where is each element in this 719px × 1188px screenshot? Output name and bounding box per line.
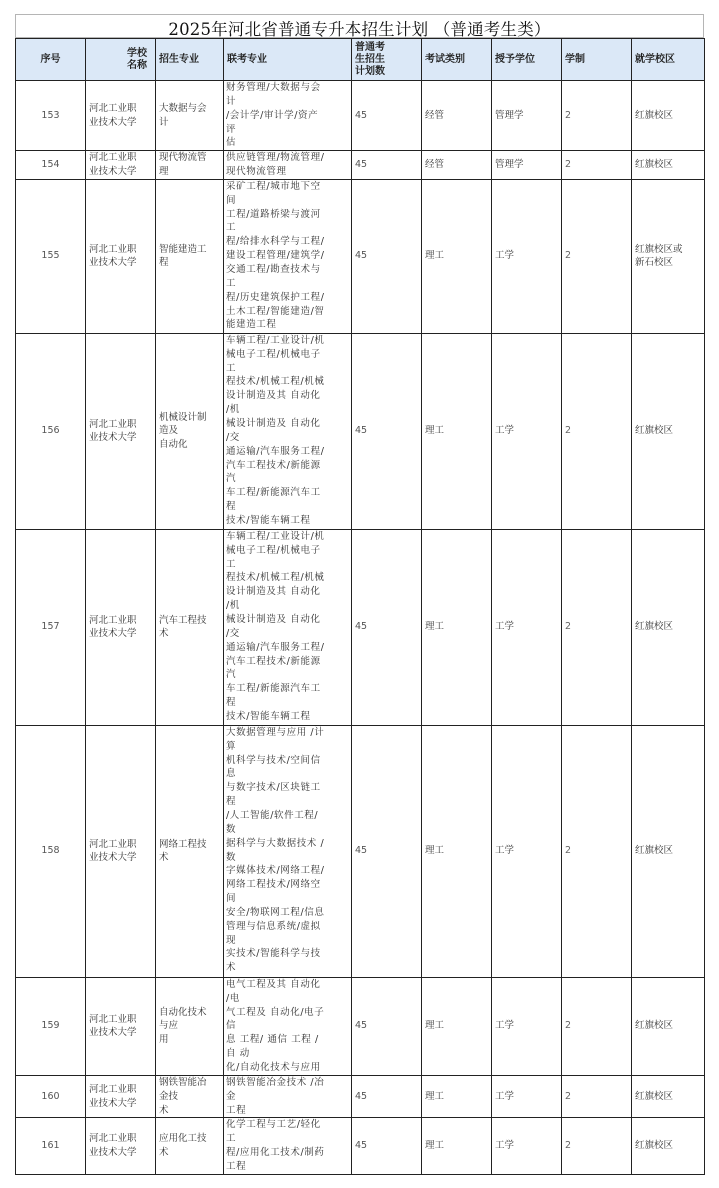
enroll-major: 钢铁智能冶 金技 术 xyxy=(156,1075,224,1118)
exam-category: 理工 xyxy=(422,1118,492,1174)
exam-majors: 电气工程及其 自动化 /电 气工程及 自动化/电子 信 息 工程/ 通信 工程 / 自 动 化/自动化技术与应用 xyxy=(224,977,352,1075)
enroll-major: 汽车工程技 术 xyxy=(156,529,224,725)
row-number: 157 xyxy=(16,529,86,725)
school-name: 河北工业职 业技术大学 xyxy=(86,151,156,180)
campus: 红旗校区 xyxy=(632,81,705,151)
campus: 红旗校区或 新石校区 xyxy=(632,179,705,333)
exam-category: 理工 xyxy=(422,333,492,529)
row-number: 160 xyxy=(16,1075,86,1118)
plan-count: 45 xyxy=(352,333,422,529)
row-number: 154 xyxy=(16,151,86,180)
plan-count: 45 xyxy=(352,725,422,977)
header-exam-category: 考试类别 xyxy=(422,39,492,81)
enroll-major: 自动化技术 与应 用 xyxy=(156,977,224,1075)
degree: 管理学 xyxy=(492,151,562,180)
school-name: 河北工业职 业技术大学 xyxy=(86,179,156,333)
exam-category: 理工 xyxy=(422,529,492,725)
plan-count: 45 xyxy=(352,977,422,1075)
degree: 工学 xyxy=(492,725,562,977)
exam-majors: 车辆工程/工业设计/机 械电子工程/机械电子 工 程技术/机械工程/机械 设计制造及其 自动化 /机 械设计制造及 自动化 /交 通运输/汽车服务工程/ 汽车工程技术/新能源 汽 车工程/新能源汽车工 程 技术/智能车辆工程 xyxy=(224,529,352,725)
exam-category: 理工 xyxy=(422,725,492,977)
school-name: 河北工业职 业技术大学 xyxy=(86,1118,156,1174)
table-row xyxy=(16,1118,705,1174)
enroll-major: 网络工程技 术 xyxy=(156,725,224,977)
exam-majors: 化学工程与工艺/轻化 工 程/应用化工技术/制药 工程 xyxy=(224,1118,352,1174)
school-name: 河北工业职 业技术大学 xyxy=(86,725,156,977)
degree: 工学 xyxy=(492,1118,562,1174)
plan-count: 45 xyxy=(352,1118,422,1174)
study-years: 2 xyxy=(562,81,632,151)
study-years: 2 xyxy=(562,977,632,1075)
row-number: 155 xyxy=(16,179,86,333)
exam-majors: 采矿工程/城市地下空 间 工程/道路桥梁与渡河 工 程/给排水科学与工程/ 建设工程管理/建筑学/ 交通工程/勘查技术与 工 程/历史建筑保护工程/ 土木工程/智能建造/智 能建造工程 xyxy=(224,179,352,333)
row-number: 153 xyxy=(16,81,86,151)
table-row xyxy=(16,179,705,333)
table-header-row xyxy=(16,39,705,81)
degree: 工学 xyxy=(492,977,562,1075)
exam-majors: 财务管理/大数据与会 计 /会计学/审计学/资产 评 估 xyxy=(224,81,352,151)
plan-count: 45 xyxy=(352,1075,422,1118)
degree: 工学 xyxy=(492,333,562,529)
degree: 工学 xyxy=(492,529,562,725)
study-years: 2 xyxy=(562,151,632,180)
degree: 工学 xyxy=(492,1075,562,1118)
school-name: 河北工业职 业技术大学 xyxy=(86,1075,156,1118)
enrollment-table xyxy=(15,38,705,1175)
exam-category: 经管 xyxy=(422,151,492,180)
campus: 红旗校区 xyxy=(632,1118,705,1174)
title-bar xyxy=(15,14,704,38)
exam-majors: 供应链管理/物流管理/ 现代物流管理 xyxy=(224,151,352,180)
campus: 红旗校区 xyxy=(632,725,705,977)
row-number: 161 xyxy=(16,1118,86,1174)
header-campus: 就学校区 xyxy=(632,39,705,81)
page-title: 2025年河北省普通专升本招生计划 （普通考生类） xyxy=(168,20,551,39)
row-number: 156 xyxy=(16,333,86,529)
school-name: 河北工业职 业技术大学 xyxy=(86,529,156,725)
plan-count: 45 xyxy=(352,179,422,333)
table-row xyxy=(16,81,705,151)
table-row xyxy=(16,977,705,1075)
header-years: 学制 xyxy=(562,39,632,81)
school-name: 河北工业职 业技术大学 xyxy=(86,333,156,529)
table-row xyxy=(16,333,705,529)
study-years: 2 xyxy=(562,529,632,725)
exam-category: 理工 xyxy=(422,1075,492,1118)
header-plan-count: 普通考 生招生 计划数 xyxy=(352,39,422,81)
campus: 红旗校区 xyxy=(632,529,705,725)
exam-category: 理工 xyxy=(422,977,492,1075)
table-row xyxy=(16,1075,705,1118)
table-row xyxy=(16,725,705,977)
study-years: 2 xyxy=(562,1118,632,1174)
campus: 红旗校区 xyxy=(632,1075,705,1118)
header-no: 序号 xyxy=(16,39,86,81)
row-number: 159 xyxy=(16,977,86,1075)
row-number: 158 xyxy=(16,725,86,977)
header-degree: 授予学位 xyxy=(492,39,562,81)
table-row xyxy=(16,529,705,725)
study-years: 2 xyxy=(562,725,632,977)
enroll-major: 大数据与会 计 xyxy=(156,81,224,151)
degree: 管理学 xyxy=(492,81,562,151)
degree: 工学 xyxy=(492,179,562,333)
campus: 红旗校区 xyxy=(632,977,705,1075)
enroll-major: 机械设计制 造及 自动化 xyxy=(156,333,224,529)
school-name: 河北工业职 业技术大学 xyxy=(86,81,156,151)
table-row xyxy=(16,151,705,180)
header-major: 招生专业 xyxy=(156,39,224,81)
plan-count: 45 xyxy=(352,81,422,151)
school-name: 河北工业职 业技术大学 xyxy=(86,977,156,1075)
exam-category: 经管 xyxy=(422,81,492,151)
study-years: 2 xyxy=(562,179,632,333)
plan-count: 45 xyxy=(352,151,422,180)
campus: 红旗校区 xyxy=(632,333,705,529)
enroll-major: 现代物流管 理 xyxy=(156,151,224,180)
study-years: 2 xyxy=(562,333,632,529)
exam-majors: 车辆工程/工业设计/机 械电子工程/机械电子 工 程技术/机械工程/机械 设计制造及其 自动化 /机 械设计制造及 自动化 /交 通运输/汽车服务工程/ 汽车工程技术/新能源 汽 车工程/新能源汽车工 程 技术/智能车辆工程 xyxy=(224,333,352,529)
enroll-major: 智能建造工 程 xyxy=(156,179,224,333)
campus: 红旗校区 xyxy=(632,151,705,180)
study-years: 2 xyxy=(562,1075,632,1118)
header-school: 学校 名称 xyxy=(86,39,156,81)
exam-majors: 钢铁智能冶金技术 /冶 金 工程 xyxy=(224,1075,352,1118)
exam-category: 理工 xyxy=(422,179,492,333)
plan-count: 45 xyxy=(352,529,422,725)
enroll-major: 应用化工技 术 xyxy=(156,1118,224,1174)
exam-majors: 大数据管理与应用 /计 算 机科学与技术/空间信 息 与数字技术/区块链工 程 /人工智能/软件工程/ 数 据科学与大数据技术 / 数 字媒体技术/网络工程/ 网络工程技术/网络空 间 安全/物联网工程/信息 管理与信息系统/虚拟 现 实技术/智能科学与技 术 xyxy=(224,725,352,977)
header-exam-majors: 联考专业 xyxy=(224,39,352,81)
